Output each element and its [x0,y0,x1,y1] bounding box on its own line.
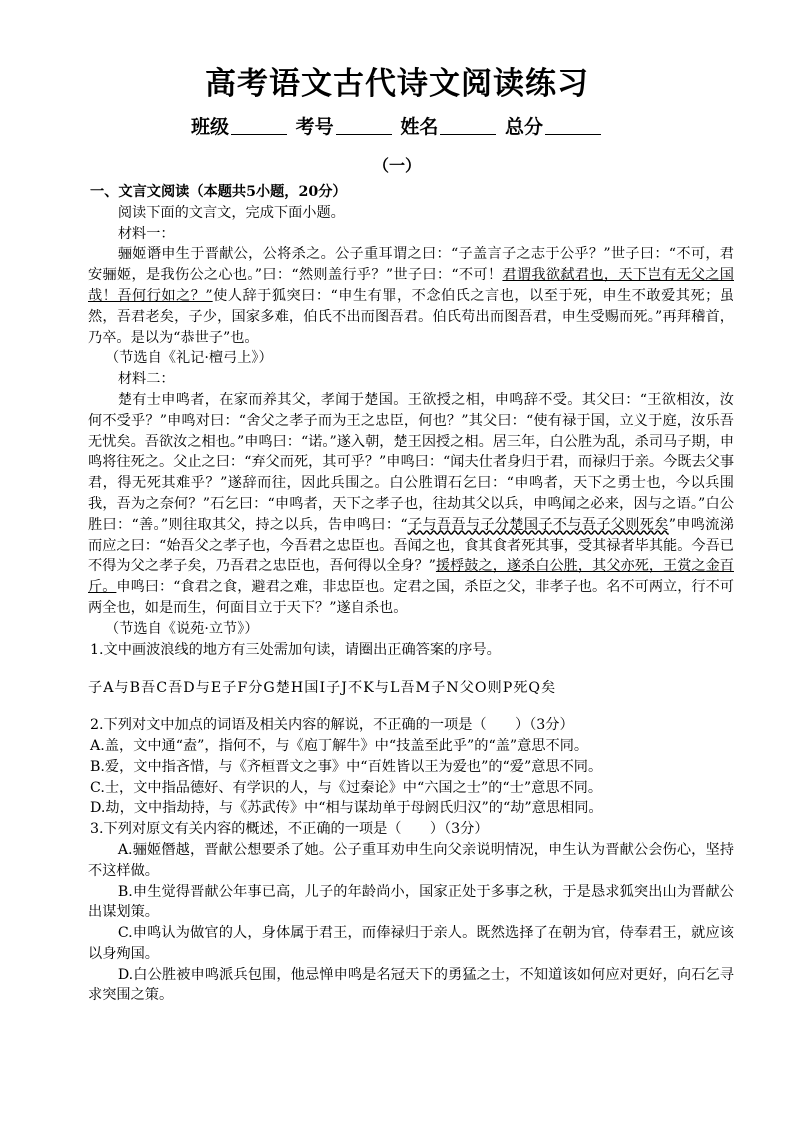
material2-text-a: 楚有士申鸣者，在家而养其父，孝闻于楚国。王欲授之相，申鸣辞不受。其父曰：“王欲相汝，汝何不受乎？”申鸣对曰：“舍父之孝子而为王之忠臣，何也？”其父曰：“使有禄于国，立义于庭，汝乐吾无忧矣。吾欲汝之相也。”申鸣曰：“诺。”遂入朝，楚王因授之相。居三年，白公胜为乱，杀司马子期，申鸣将往死之。父止之曰：“弃父而死，其可乎？”申鸣曰：“闻夫仕者身归于君，而禄归于亲。今既去父事君，得无死其难乎？”遂辞而往，因此兵围之。白公胜谓石乞曰：“申鸣者，天下之勇士也，今以兵围我，吾为之奈何？”石乞曰：“申鸣者，天下之孝子也，往劫其父以兵，申鸣闻之必来，因与之语。”白公胜曰：“善。”则往取其父，持之以兵，告申鸣曰：“ [88,391,735,533]
material2-label: 材料二： [117,371,175,388]
section-number: （一） [372,156,421,175]
material1-paragraph [88,244,734,348]
material1-source: （节选自《礼记·檀弓上》） [105,350,273,367]
material2-text-b: ”申鸣流涕而应之曰：“始吾父之孝子也，今吾君之忠臣也。吾闻之也，食其食者死其事，受其禄者毕其能。今吾已不得为父之孝子矣，乃吾君之忠臣也，吾何得以全身？” [88,516,734,575]
instruction: 阅读下面的文言文，完成下面小题。 [117,204,345,221]
question-2-option-b: B.爱，文中指吝惜，与《齐桓晋文之事》中“百姓皆以王为爱也”的“爱”意思不同。 [90,758,603,775]
material1-label: 材料一： [117,225,175,242]
material2-paragraph [88,390,734,619]
question-2-stem: 2.下列对文中加点的词语及相关内容的解说，不正确的一项是（ ）（3分） [90,717,574,734]
score-label: 总分 [504,116,543,138]
material1-underlined-sentence: 君谓我欲弑君也，天下岂有无父之国哉！吾何行如之？” [88,267,734,304]
class-blank[interactable] [231,116,287,135]
material2-text-c: 申鸣曰：“食君之食，避君之难，非忠臣也。定君之国，杀臣之父，非孝子也。名不可两立，行不可两全也，如是而生，何面目立于天下？”遂自杀也。 [88,579,734,616]
exam-no-label: 考号 [295,116,334,138]
class-label: 班级 [191,116,230,138]
material2-underlined-sentence: 援桴鼓之，遂杀白公胜，其父亦死，王赏之金百斤。 [88,558,734,596]
question-2-option-a: A.盖，文中通“盍”，指何不，与《庖丁解牛》中“技盖至此乎”的“盖”意思不同。 [90,737,589,754]
student-info-fields [0,112,794,139]
question-2-option-d: D.劫，文中指劫持，与《苏武传》中“相与谋劫单于母阏氏归汉”的“劫”意思相同。 [90,800,603,817]
material2-source: （节选自《说苑·立节》） [105,620,259,637]
material2-wavy-sentence: 子与吾吾与子分楚国子不与吾子父则死矣 [407,516,669,533]
exam-no-blank[interactable] [336,116,392,135]
section-heading: 一、文言文阅读（本题共5小题，20分） [90,184,347,200]
name-blank[interactable] [440,116,496,135]
question-3-stem: 3.下列对原文有关内容的概述，不正确的一项是（ ）（3分） [90,821,489,838]
score-blank[interactable] [545,116,601,135]
question-1-sentence: 子A与B吾C吾D与E子F分G楚H国I子J不K与L吾M子N父O则P死Q矣 [88,680,557,697]
question-2-option-c: C.士，文中指品德好、有学识的人，与《过秦论》中“六国之士”的“士”意思不同。 [90,779,603,796]
question-3-option-a: A.骊姬僭越，晋献公想要杀了她。公子重耳劝申生向父亲说明情况，申生认为晋献公会伤心，坚持不这样做。 [88,841,734,879]
question-3-option-b: B.申生觉得晋献公年事已高，儿子的年龄尚小，国家正处于多事之秋，于是恳求狐突出山为晋献公出谋划策。 [88,883,734,921]
material1-text-a: 骊姬谮申生于晋献公，公将杀之。公子重耳谓之曰：“子盖言子之志于公乎？”世子曰：“不可，君安骊姬，是我伤公之心也。”曰：“然则盖行乎？”世子曰：“不可！ [88,246,734,284]
page-title: 高考语文古代诗文阅读练习 [205,66,589,102]
material1-text-b: 使人辞于狐突曰：“申生有罪，不念伯氏之言也，以至于死，申生不敢爱其死；虽然，吾君老矣，子少，国家多难，伯氏不出而图吾君。伯氏苟出而图吾君，申生受赐而死。”再拜稽首，乃卒。是以为“恭世子”也。 [88,287,734,346]
question-3-option-d: D.白公胜被申鸣派兵包围，他忌惮申鸣是名冠天下的勇猛之士，不知道该如何应对更好，向石乞寻求突围之策。 [88,966,734,1004]
name-label: 姓名 [400,116,439,138]
question-1-stem: 1.文中画波浪线的地方有三处需加句读，请圈出正确答案的序号。 [90,641,501,658]
document-body [88,182,734,1006]
question-3-option-c: C.申鸣认为做官的人，身体属于君王，而俸禄归于亲人。既然选择了在朝为官，侍奉君王，就应该以身殉国。 [88,925,734,962]
